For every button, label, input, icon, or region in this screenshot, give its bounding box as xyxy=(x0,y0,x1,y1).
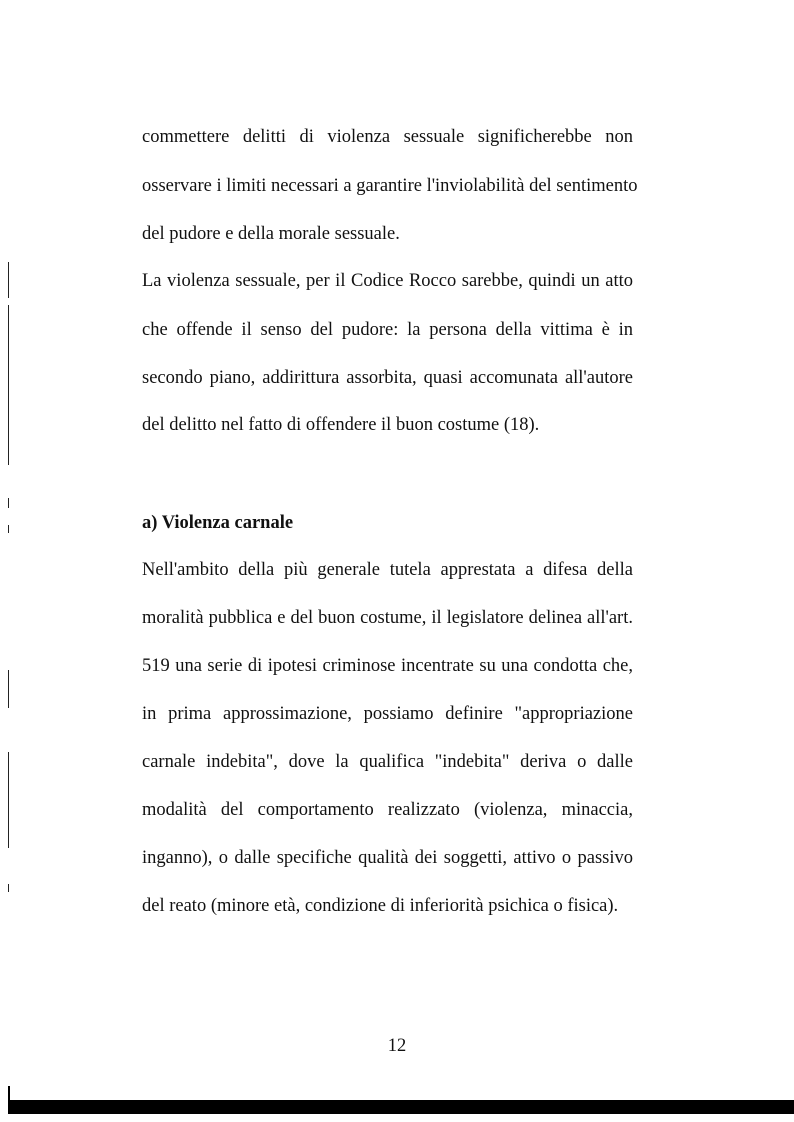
section-text-line: carnale indebita", dove la qualifica "indebita" deriva o dalle xyxy=(142,752,633,772)
body-text-line: del pudore e della morale sessuale. xyxy=(142,224,400,244)
section-text-line: moralità pubblica e del buon costume, il legislatore delinea all'art. xyxy=(142,608,633,628)
section-heading: a) Violenza carnale xyxy=(142,513,294,533)
scan-bottom-edge xyxy=(8,1100,794,1114)
section-text-line: modalità del comportamento realizzato (violenza, minaccia, xyxy=(142,800,633,820)
scan-mark xyxy=(8,498,9,508)
section-text-line: del reato (minore età, condizione di inferiorità psichica o fisica). xyxy=(142,896,619,916)
scan-mark xyxy=(8,884,9,892)
section-text-line: Nell'ambito della più generale tutela apprestata a difesa della xyxy=(142,560,633,580)
body-text-line: secondo piano, addirittura assorbita, quasi accomunata all'autore xyxy=(142,368,633,388)
scan-mark xyxy=(8,305,9,465)
body-text-line: che offende il senso del pudore: la persona della vittima è in xyxy=(142,320,633,340)
body-text-line: osservare i limiti necessari a garantire l'inviolabilità del sentimento xyxy=(142,176,638,196)
scan-mark xyxy=(8,262,9,298)
scan-mark xyxy=(8,525,9,533)
body-text-line: La violenza sessuale, per il Codice Rocco sarebbe, quindi un atto xyxy=(142,271,633,291)
section-text-line: 519 una serie di ipotesi criminose incentrate su una condotta che, xyxy=(142,656,633,676)
scan-mark xyxy=(8,752,9,848)
body-text-line: commettere delitti di violenza sessuale significherebbe non xyxy=(142,127,633,147)
page-number: 12 xyxy=(387,1036,407,1056)
section-text-line: inganno), o dalle specifiche qualità dei soggetti, attivo o passivo xyxy=(142,848,633,868)
scan-mark xyxy=(8,670,9,708)
body-text-line: del delitto nel fatto di offendere il buon costume (18). xyxy=(142,415,540,435)
section-text-line: in prima approssimazione, possiamo definire "appropriazione xyxy=(142,704,633,724)
